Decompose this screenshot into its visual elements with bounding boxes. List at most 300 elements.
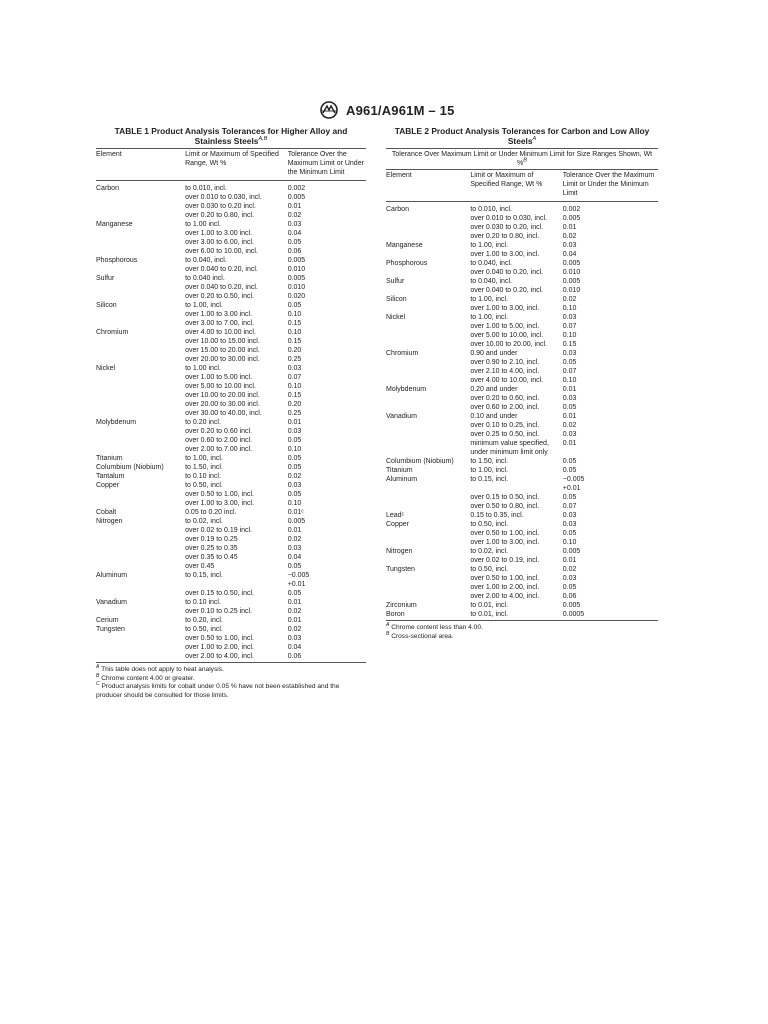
cell-limit: over 1.00 to 2.00, incl. <box>470 584 540 591</box>
table-row <box>386 574 658 583</box>
cell-element: Leadᶜ <box>386 512 405 519</box>
table-row <box>386 394 658 403</box>
cell-element <box>96 526 185 535</box>
cell-limit: to 1.00, incl. <box>185 455 223 462</box>
table-2-footnotes <box>386 621 658 641</box>
table-row <box>96 301 366 310</box>
cell-tolerance: 0.05 <box>287 455 302 462</box>
cell-element <box>96 211 185 220</box>
cell-limit: over 4.00 to 10.00 incl. <box>185 329 256 336</box>
cell-tolerance: 0.03 <box>287 428 302 435</box>
cell-limit: over 1.00 to 3.00, incl. <box>470 305 540 312</box>
cell-element <box>96 490 185 499</box>
cell-tolerance: 0.03 <box>287 365 302 372</box>
cell-element: Copper <box>386 521 409 528</box>
table-2-title-text: TABLE 2 Product Analysis Tolerances for Carbon and Low Alloy Steels <box>394 126 650 146</box>
cell-limit: over 1.00 to 3.00, incl. <box>185 500 254 507</box>
cell-limit: over 4.00 to 10.00, incl. <box>470 377 544 384</box>
cell-limit: over 0.040 to 0.20, incl. <box>185 284 258 291</box>
table-row <box>96 499 366 508</box>
cell-element: Manganese <box>96 221 133 228</box>
cell-element <box>386 502 470 511</box>
table-row <box>96 283 366 292</box>
footnote-text: Chrome content 4.00 or greater. <box>101 674 195 682</box>
cell-limit: over 0.50 to 1.00, incl. <box>185 635 254 642</box>
cell-element <box>96 562 185 571</box>
cell-tolerance: 0.20 <box>287 401 302 408</box>
table-2-bottom-rule <box>386 620 658 621</box>
cell-element <box>96 607 185 616</box>
cell-element <box>386 538 470 547</box>
cell-tolerance: 0.01 <box>287 617 302 624</box>
cell-tolerance: 0.01 <box>287 527 302 534</box>
cell-tolerance: 0.03 <box>287 545 302 552</box>
table-row <box>386 475 658 493</box>
cell-element: Nickel <box>96 365 116 372</box>
table-row <box>386 286 658 295</box>
table-row <box>96 391 366 400</box>
cell-limit: minimum value specified, under minimum limit only <box>470 440 549 456</box>
cell-tolerance: 0.05 <box>562 584 577 591</box>
table-1-footnotes <box>96 663 366 700</box>
cell-tolerance: 0.07 <box>562 323 577 330</box>
table-row <box>96 463 366 472</box>
cell-tolerance: 0.03 <box>562 512 577 519</box>
cell-limit: to 0.040, incl. <box>470 278 512 285</box>
cell-limit: over 0.25 to 0.35 <box>185 545 238 552</box>
cell-element <box>96 319 185 328</box>
cell-limit: to 1.00, incl. <box>470 296 509 303</box>
cell-tolerance: 0.10 <box>287 500 302 507</box>
table-row <box>386 538 658 547</box>
cell-limit: to 1.00, incl. <box>470 467 509 474</box>
cell-tolerance: 0.005 <box>562 278 581 285</box>
cell-limit: to 1.50, incl. <box>470 458 509 465</box>
cell-limit: to 0.010, incl. <box>470 206 512 213</box>
cell-limit: over 0.50 to 1.00, incl. <box>470 530 540 537</box>
cell-element <box>96 292 185 301</box>
table-1-header-row <box>96 149 366 181</box>
cell-limit: over 10.00 to 15.00 incl. <box>185 338 260 345</box>
cell-element <box>386 430 470 439</box>
cell-element <box>386 367 470 376</box>
table-row <box>386 583 658 592</box>
table-row <box>96 634 366 643</box>
table-row <box>386 403 658 412</box>
table-row <box>96 517 366 526</box>
table-row <box>386 385 658 394</box>
cell-limit: to 0.50, incl. <box>470 521 509 528</box>
table-row <box>96 589 366 598</box>
cell-tolerance: 0.05 <box>287 437 302 444</box>
table-1 <box>96 126 366 700</box>
cell-tolerance: 0.05 <box>287 464 302 471</box>
cell-limit: over 0.02 to 0.19, incl. <box>470 557 540 564</box>
cell-tolerance: 0.03 <box>287 635 302 642</box>
cell-tolerance: 0.01 <box>287 203 302 210</box>
cell-element: Chromium <box>386 350 419 357</box>
table-row <box>96 364 366 373</box>
cell-element <box>96 589 185 598</box>
cell-tolerance: 0.03 <box>562 521 577 528</box>
cell-tolerance: 0.04 <box>287 644 302 651</box>
footnote <box>386 630 658 642</box>
cell-limit: to 1.00 incl. <box>185 365 221 372</box>
cell-limit: over 1.00 to 3.00, incl. <box>470 539 540 546</box>
cell-tolerance: 0.15 <box>287 320 302 327</box>
table-row <box>386 259 658 268</box>
cell-tolerance: 0.05 <box>562 530 577 537</box>
table-row <box>386 529 658 538</box>
table-row <box>386 349 658 358</box>
cell-element <box>96 634 185 643</box>
cell-tolerance: 0.005 <box>562 602 581 609</box>
cell-limit: over 0.19 to 0.25 <box>185 536 238 543</box>
cell-element: Nitrogen <box>386 548 413 555</box>
table-row <box>96 472 366 481</box>
cell-limit: over 1.00 to 3.00 incl. <box>185 230 253 237</box>
column-header-limit: Limit or Maximum of Specified Range, Wt % <box>185 151 279 167</box>
footnote-text: Product analysis limits for cobalt under 0.05 % have not been established and the producer should be consulted for those limits. <box>96 683 340 699</box>
table-row <box>386 367 658 376</box>
cell-tolerance: 0.10 <box>287 329 302 336</box>
footnote <box>96 683 366 700</box>
cell-limit: over 0.20 to 0.80, incl. <box>185 212 254 219</box>
column-header-tolerance: Tolerance Over the Maximum Limit or Under the Minimum Limit <box>562 172 655 197</box>
table-row <box>96 247 366 256</box>
cell-tolerance: 0.020 <box>287 293 306 300</box>
table-row <box>386 511 658 520</box>
table-row <box>386 268 658 277</box>
cell-tolerance: 0.01 <box>562 413 577 420</box>
cell-limit: to 0.50, incl. <box>185 626 223 633</box>
cell-limit: over 0.010 to 0.030, incl. <box>470 215 547 222</box>
cell-tolerance: 0.05 <box>562 359 577 366</box>
table-row <box>96 238 366 247</box>
cell-tolerance: 0.005 <box>562 215 581 222</box>
cell-tolerance: 0.02 <box>562 566 577 573</box>
table-row <box>386 520 658 529</box>
cell-element: Cobalt <box>96 509 117 516</box>
cell-element <box>96 643 185 652</box>
table-row <box>96 256 366 265</box>
cell-tolerance: 0.10 <box>562 332 577 339</box>
cell-tolerance: 0.04 <box>287 554 302 561</box>
cell-limit: over 1.00 to 5.00 incl. <box>185 374 253 381</box>
cell-limit: over 3.00 to 6.00, incl. <box>185 239 254 246</box>
table-row <box>96 418 366 427</box>
cell-tolerance: 0.01 <box>562 224 577 231</box>
cell-element: Boron <box>386 611 405 618</box>
table-1-bottom-rule <box>96 662 366 663</box>
table-row <box>96 562 366 571</box>
table-2-grid <box>386 169 658 619</box>
table-row <box>96 181 366 194</box>
cell-element <box>386 421 470 430</box>
table-row <box>96 436 366 445</box>
cell-element: Vanadium <box>96 599 128 606</box>
document-code: A961/A961M – 15 <box>346 102 455 118</box>
cell-element: Manganese <box>386 242 423 249</box>
cell-element: Columbium (Niobium) <box>96 464 164 471</box>
cell-tolerance: 0.005 <box>562 260 581 267</box>
cell-element: Titanium <box>386 467 413 474</box>
cell-element <box>386 592 470 601</box>
table-row <box>96 193 366 202</box>
table-row <box>96 319 366 328</box>
cell-element: Sulfur <box>386 278 405 285</box>
cell-limit: over 0.35 to 0.45 <box>185 554 238 561</box>
cell-element: Molybdenum <box>96 419 137 426</box>
cell-limit: over 10.00 to 20.00, incl. <box>470 341 547 348</box>
cell-tolerance: 0.010 <box>287 266 306 273</box>
cell-element <box>96 265 185 274</box>
cell-element <box>386 286 470 295</box>
cell-tolerance: 0.010 <box>562 269 581 276</box>
table-row <box>96 508 366 517</box>
cell-element <box>96 229 185 238</box>
table-row <box>386 277 658 286</box>
cell-tolerance: 0.04 <box>287 230 302 237</box>
table-row <box>96 265 366 274</box>
cell-tolerance: −0.005 +0.01 <box>562 476 585 492</box>
cell-limit: over 0.030 to 0.20 incl. <box>185 203 256 210</box>
cell-tolerance: 0.06 <box>287 248 302 255</box>
cell-element <box>386 376 470 385</box>
cell-element: Tantalum <box>96 473 125 480</box>
table-row <box>386 610 658 619</box>
cell-tolerance: 0.02 <box>287 212 302 219</box>
cell-limit: to 0.50, incl. <box>185 482 223 489</box>
cell-tolerance: 0.06 <box>562 593 577 600</box>
cell-element: Tungsten <box>96 626 125 633</box>
cell-element <box>386 439 470 457</box>
cell-element: Vanadium <box>386 413 418 420</box>
astm-logo-icon <box>318 101 340 119</box>
table-row <box>386 295 658 304</box>
cell-element <box>96 346 185 355</box>
cell-tolerance: 0.005 <box>562 548 581 555</box>
cell-limit: over 20.00 to 30.00 incl. <box>185 356 260 363</box>
cell-tolerance: 0.15 <box>287 392 302 399</box>
cell-element <box>96 436 185 445</box>
cell-limit: over 0.90 to 2.10, incl. <box>470 359 540 366</box>
cell-limit: over 0.010 to 0.030, incl. <box>185 194 262 201</box>
cell-limit: over 2.00 to 4.00, incl. <box>185 653 254 660</box>
table-row <box>386 592 658 601</box>
cell-element <box>386 322 470 331</box>
table-row <box>96 454 366 463</box>
cell-tolerance: 0.10 <box>562 305 577 312</box>
cell-tolerance: −0.005 +0.01 <box>287 572 310 588</box>
cell-limit: to 0.01, incl. <box>470 602 509 609</box>
table-row <box>386 376 658 385</box>
footnote-mark: B <box>386 630 390 637</box>
table-row <box>386 250 658 259</box>
table-row <box>96 202 366 211</box>
table-row <box>386 304 658 313</box>
cell-limit: to 0.040, incl. <box>185 257 227 264</box>
table-row <box>96 310 366 319</box>
cell-tolerance: 0.02 <box>562 233 577 240</box>
table-row <box>96 643 366 652</box>
cell-limit: to 1.00, incl. <box>470 242 509 249</box>
cell-limit: over 2.00 to 4.00, incl. <box>470 593 540 600</box>
cell-limit: to 0.15, incl. <box>470 476 509 483</box>
table-row <box>386 214 658 223</box>
cell-limit: over 1.00 to 3.00 incl. <box>185 311 253 318</box>
cell-element <box>96 337 185 346</box>
cell-tolerance: 0.005 <box>287 275 306 282</box>
table-row <box>96 652 366 661</box>
table-row <box>96 598 366 607</box>
cell-element <box>96 544 185 553</box>
cell-tolerance: 0.05 <box>287 590 302 597</box>
table-1-grid <box>96 148 366 661</box>
table-1-title <box>96 126 366 146</box>
cell-limit: to 0.20 incl. <box>185 419 221 426</box>
cell-limit: to 0.50, incl. <box>470 566 509 573</box>
cell-limit: to 0.20, incl. <box>185 617 223 624</box>
cell-element: Phosphorous <box>96 257 138 264</box>
table-row <box>386 340 658 349</box>
cell-element <box>386 268 470 277</box>
table-row <box>386 457 658 466</box>
cell-element <box>386 403 470 412</box>
cell-element: Zirconium <box>386 602 417 609</box>
table-row <box>96 625 366 634</box>
table-1-body <box>96 181 366 662</box>
footnote-mark: A <box>386 621 390 628</box>
cell-limit: 0.15 to 0.35, incl. <box>470 512 524 519</box>
table-row <box>386 502 658 511</box>
cell-element <box>386 214 470 223</box>
cell-tolerance: 0.10 <box>287 383 302 390</box>
cell-element <box>96 283 185 292</box>
table-row <box>96 382 366 391</box>
cell-tolerance: 0.010 <box>562 287 581 294</box>
cell-tolerance: 0.05 <box>287 239 302 246</box>
cell-element <box>386 394 470 403</box>
cell-tolerance: 0.02 <box>287 608 302 615</box>
cell-limit: over 0.50 to 0.80, incl. <box>470 503 540 510</box>
cell-element <box>96 499 185 508</box>
cell-limit: to 0.02, incl. <box>470 548 509 555</box>
cell-tolerance: 0.10 <box>287 311 302 318</box>
cell-limit: 0.20 and under <box>470 386 518 393</box>
footnote-text: This table does not apply to heat analysis. <box>101 666 224 673</box>
cell-element <box>96 238 185 247</box>
table-2-span-header-text: Tolerance Over Maximum Limit or Under Minimum Limit for Size Ranges Shown, Wt % <box>391 151 653 167</box>
cell-element: Silicon <box>96 302 117 309</box>
cell-tolerance: 0.10 <box>287 446 302 453</box>
cell-limit: 0.05 to 0.20 incl. <box>185 509 237 516</box>
table-row <box>96 535 366 544</box>
cell-limit: over 1.00 to 3.00, incl. <box>470 251 540 258</box>
column-header-limit: Limit or Maximum of Specified Range, Wt % <box>470 172 543 188</box>
cell-limit: over 3.00 to 7.00, incl. <box>185 320 254 327</box>
footnote <box>96 663 366 675</box>
cell-tolerance: 0.05 <box>562 494 577 501</box>
table-row <box>96 211 366 220</box>
table-2 <box>386 126 658 641</box>
table-row <box>96 220 366 229</box>
table-row <box>96 229 366 238</box>
cell-element <box>386 574 470 583</box>
footnote-text: Chrome content less than 4.00. <box>391 624 483 631</box>
table-row <box>386 547 658 556</box>
cell-tolerance: 0.02 <box>287 626 302 633</box>
cell-tolerance: 0.07 <box>562 368 577 375</box>
cell-tolerance: 0.002 <box>287 185 306 192</box>
cell-tolerance: 0.005 <box>287 518 306 525</box>
table-row <box>96 607 366 616</box>
table-row <box>96 553 366 562</box>
cell-element: Titanium <box>96 455 123 462</box>
cell-element <box>386 304 470 313</box>
footnote <box>96 672 366 684</box>
table-row <box>96 337 366 346</box>
cell-tolerance: 0.01ᶜ <box>287 509 304 516</box>
cell-element <box>96 247 185 256</box>
cell-limit: over 20.00 to 30.00 incl. <box>185 401 260 408</box>
cell-element: Molybdenum <box>386 386 427 393</box>
cell-limit: over 0.10 to 0.25 incl. <box>185 608 253 615</box>
cell-tolerance: 0.03 <box>562 395 577 402</box>
cell-limit: to 0.15, incl. <box>185 572 223 579</box>
cell-limit: to 0.010, incl. <box>185 185 227 192</box>
cell-limit: over 0.10 to 0.25, incl. <box>470 422 540 429</box>
cell-tolerance: 0.05 <box>287 302 302 309</box>
table-row <box>386 331 658 340</box>
cell-limit: over 0.50 to 1.00, incl. <box>470 575 540 582</box>
cell-element: Carbon <box>96 185 119 192</box>
cell-element <box>96 202 185 211</box>
cell-tolerance: 0.06 <box>287 653 302 660</box>
cell-limit: to 1.00, incl. <box>470 314 509 321</box>
table-row <box>96 544 366 553</box>
cell-tolerance: 0.002 <box>562 206 581 213</box>
cell-tolerance: 0.03 <box>562 431 577 438</box>
cell-tolerance: 0.02 <box>287 536 302 543</box>
cell-limit: to 0.10 incl. <box>185 473 221 480</box>
table-2-span-header-superscript: B <box>523 157 527 164</box>
cell-element <box>96 193 185 202</box>
cell-limit: over 1.00 to 5.00, incl. <box>470 323 540 330</box>
cell-limit: to 0.02, incl. <box>185 518 223 525</box>
cell-tolerance: 0.05 <box>287 491 302 498</box>
cell-element: Tungsten <box>386 566 415 573</box>
cell-tolerance: 0.005 <box>287 257 306 264</box>
cell-tolerance: 0.10 <box>562 377 577 384</box>
table-row <box>386 493 658 502</box>
cell-tolerance: 0.01 <box>287 419 302 426</box>
cell-element <box>386 529 470 538</box>
cell-limit: over 0.50 to 1.00, incl. <box>185 491 254 498</box>
cell-limit: 0.10 and under <box>470 413 518 420</box>
cell-limit: 0.90 and under <box>470 350 518 357</box>
cell-limit: over 2.00 to 7.00 incl. <box>185 446 253 453</box>
cell-element <box>386 493 470 502</box>
cell-limit: over 0.02 to 0.19 incl. <box>185 527 253 534</box>
table-row <box>386 322 658 331</box>
cell-element <box>96 355 185 364</box>
cell-element <box>386 358 470 367</box>
table-row <box>386 202 658 215</box>
table-2-title <box>386 126 658 146</box>
cell-tolerance: 0.05 <box>287 563 302 570</box>
cell-element <box>386 340 470 349</box>
